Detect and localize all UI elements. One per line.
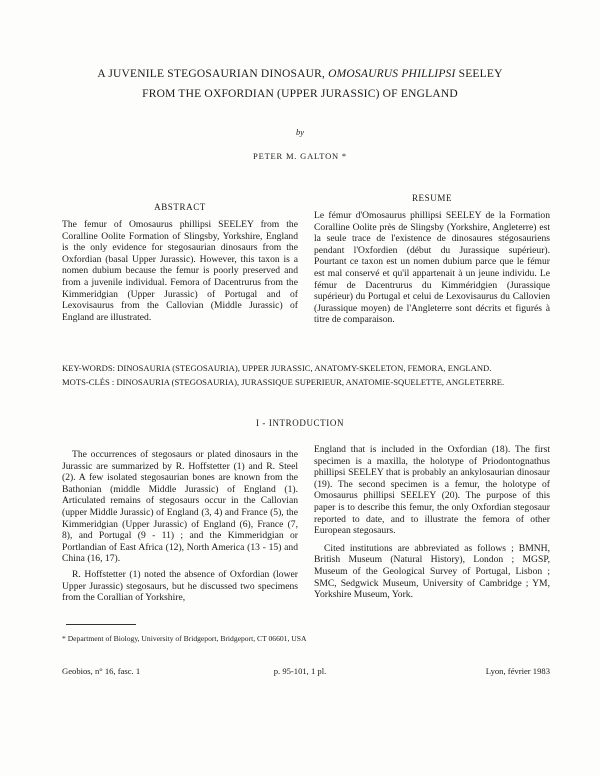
abstract-heading: ABSTRACT <box>154 202 206 212</box>
footnote-rule <box>66 624 136 625</box>
section-heading-introduction: I - INTRODUCTION <box>255 418 345 428</box>
footer-pages: p. 95-101, 1 pl. <box>273 666 327 676</box>
intro-paragraph-2: R. Hoffstetter (1) noted the absence of Oxfordian (lower Upper Jurassic) stegosaurs, but he discussed two specimens from the Corallian of Yorkshire, <box>62 568 298 604</box>
keywords-line <box>62 362 552 375</box>
keywords-terms: DINOSAURIA (STEGOSAURIA), UPPER JURASSIC, ANATOMY-SKELETON, FEMORA, ENGLAND. <box>117 363 492 373</box>
paper-title-line-1 <box>40 66 560 83</box>
title-prefix: A JUVENILE STEGOSAURIAN DINOSAUR, <box>97 68 326 80</box>
intro-right-column <box>314 444 550 601</box>
mots-cles-label: MOTS-CLÉS : <box>62 377 115 387</box>
footnote: * Department of Biology, University of Bridgeport, Bridgeport, CT 06601, USA <box>62 634 307 643</box>
footer-place-date: Lyon, février 1983 <box>485 666 550 676</box>
intro-paragraph-3: England that is included in the Oxfordian (18). The first specimen is a maxilla, the holotype of Priodontognathus phillipsi SEELEY that is probably an ankylosaurian dinosaur (19). The second specimen is a femur, the holotype of Omosaurus phillipsi SEELEY (20). The purpose of this paper is to describe this femur, the only Oxfordian stegosaur reported to date, and to illustrate the femora of other European stegosaurs. <box>314 444 550 537</box>
author-name: PETER M. GALTON * <box>253 151 347 161</box>
keywords-label: KEY-WORDS: <box>62 363 115 373</box>
footer-journal: Geobios, n° 16, fasc. 1 <box>62 666 141 676</box>
resume-heading: RESUME <box>411 193 453 203</box>
paper-title-line-2: FROM THE OXFORDIAN (UPPER JURASSIC) OF ENGLAND <box>142 88 458 100</box>
intro-paragraph-4: Cited institutions are abbreviated as follows ; BMNH, British Museum (Natural History), London ; MGSP, Museum of the Geological Survey of Portugal, Lisbon ; SMC, Sedgwick Museum, University of Cambridge ; YM, Yorkshire Museum, York. <box>314 542 550 601</box>
title-taxon: OMOSAURUS PHILLIPSI <box>328 68 456 80</box>
title-author-citation: SEELEY <box>458 68 503 80</box>
mots-cles-terms: DINOSAURIA (STEGOSAURIA), JURASSIQUE SUPERIEUR, ANATOMIE-SQUELETTE, ANGLETERRE. <box>116 377 505 387</box>
mots-cles-line <box>62 376 552 389</box>
byline-by: by <box>295 127 305 137</box>
intro-left-column <box>62 449 298 604</box>
intro-paragraph-1: The occurrences of stegosaurs or plated dinosaurs in the Jurassic are summarized by R. Hoffstetter (1) and R. Steel (2). A few isolated stegosaurian bones are known from the Bathonian (middle Middle Jurassic) of England (1). Articulated remains of stegosaurs occur in the Callovian (upper Middle Jurassic) of England (3, 4) and France (5), the Kimmeridgian (Upper Jurassic) of England (6), France (7, 8), and Portugal (9 - 11) ; and the Kimmeridgian or Portlandian of East Africa (12), North America (13 - 15) and China (16, 17). <box>62 449 298 565</box>
resume-text: Le fémur d'Omosaurus phillipsi SEELEY de la Formation Coralline Oolite près de Slingsby (Yorkshire, Angleterre) est la seule trace de l'existence de dinosaures stégosauriens pendant l'Oxfordien (début du Jurassique supérieur). Pourtant ce taxon est un nomen dubium parce que le fémur est mal conservé et qu'il appartenait à un jeune individu. Le fémur de Dacentrurus du Kimméridgien (Jurassique supérieur) du Portugal et celui de Lexovisaurus du Callovien (Jurassique moyen) de l'Angleterre sont décrits et figurés à titre de comparaison. <box>314 210 550 326</box>
abstract-text: The femur of Omosaurus phillipsi SEELEY from the Coralline Oolite Formation of Slingsby, Yorkshire, England is the only evidence for stegosaurian dinosaurs from the Oxfordian (basal Upper Jurassic). However, this taxon is a nomen dubium because the femur is poorly preserved and from a juvenile individual. Femora of Dacentrurus from the Kimmeridgian (Upper Jurassic) of Portugal and of Lexovisaurus from the Callovian (Middle Jurassic) of England are illustrated. <box>62 219 298 323</box>
